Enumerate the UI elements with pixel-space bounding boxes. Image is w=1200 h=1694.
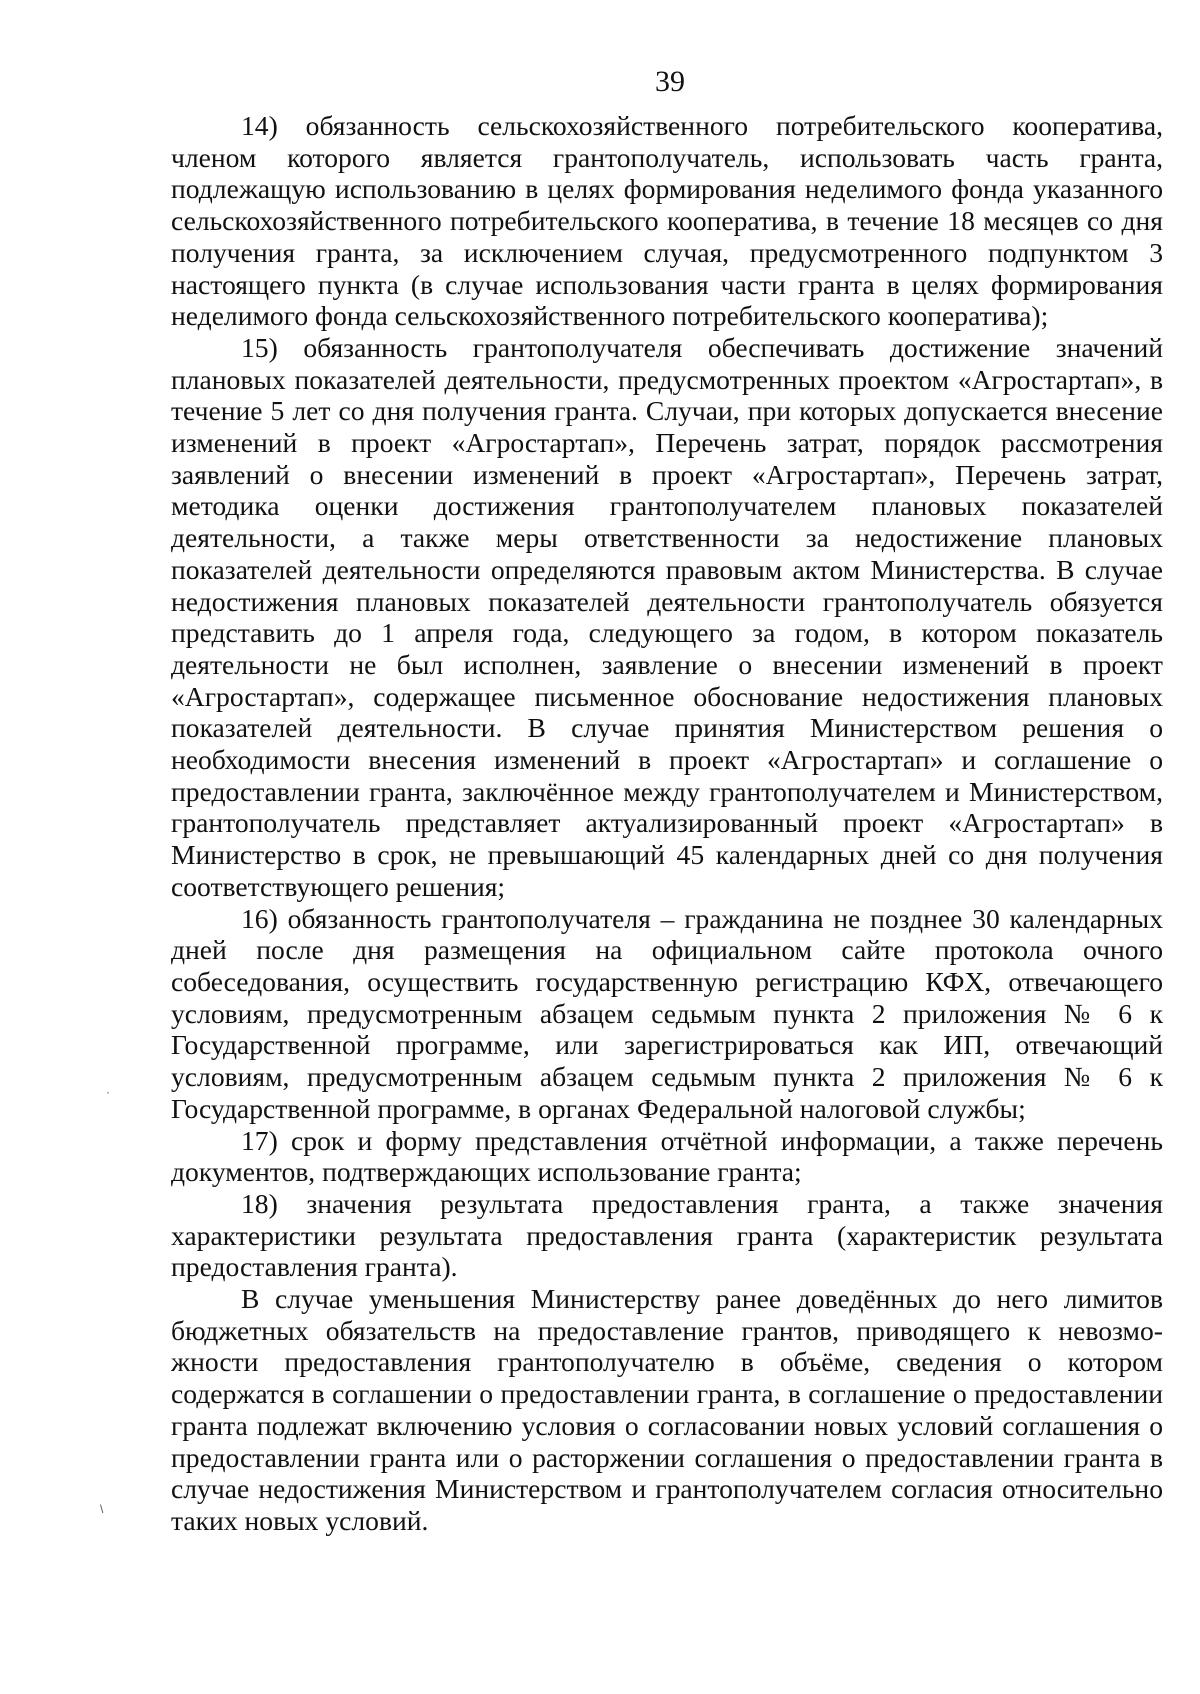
- paragraph-item-16: 16) обязанность грантополучателя – гражданина не позднее 30 календарных дней после дня размещения на официальном сайте протокола очного собеседования, осуществить государственную регистрацию КФХ, отвечающего условиям, предусмотренным абзацем седьмым пункта 2 приложения № 6 к Государственной программе, или зарегистрироваться как ИП, отвечающий условиям, предусмотренным абзацем седьмым пункта 2 приложения № 6 к Государственной программе, в органах Федеральной налоговой службы;: [171, 902, 1163, 1124]
- paragraph-item-17: 17) срок и форму представления отчётной информации, а также перечень документов, подтверждающих использование гранта;: [171, 1124, 1163, 1188]
- page-number: 39: [655, 65, 685, 98]
- paragraph-budget-limits: В случае уменьшения Министерству ранее доведённых до него лимитов бюджетных обязательств на предоставление грантов, приводящего к невозможности предоставления грантополучателю в объёме, сведения о котором содержатся в соглашении о предоставлении гранта, в соглашение о предоставлении гранта подлежат включению условия о согласовании новых условий соглашения о предоставлении гранта или о расторжении соглашения о предоставлении гранта в случае недостижения Министерством и грантополучателем согласия относительно таких новых условий.: [171, 1283, 1163, 1536]
- paragraph-item-15: 15) обязанность грантополучателя обеспечивать достижение значений плановых показателей деятельности, предусмотренных проектом «Агростартап», в течение 5 лет со дня получения гранта. Случаи, при которых допускается внесение изменений в проект «Агростартап», Перечень затрат, порядок рассмотрения заявлений о внесении изменений в проект «Агростартап», Перечень затрат, методика оценки достижения грантополучателем плановых показателей деятельности, а также меры ответственности за недостижение плановых показателей деятельности определяются правовым актом Министерства. В случае недостижения плановых показателей деятельности грантополучатель обязуется представить до 1 апреля года, следующего за годом, в котором показатель деятельности не был исполнен, заявление о внесении изменений в проект «Агростартап», содержащее письменное обоснование недостижения плановых показателей деятельности. В случае принятия Министерством решения о необходимости внесения изменений в проект «Агростартап» и соглашение о предоставлении гранта, заключённое между грантополучателем и Министерством, грантополучатель представляет актуализированный проект «Агростартап» в Министерство в срок, не превышающий 45 календарных дней со дня получения соответствующего решения;: [171, 331, 1163, 902]
- paragraph-item-14: 14) обязанность сельскохозяйственного потребительского кооператива, членом которого является грантополучатель, использовать часть гранта, подлежащую использованию в целях формирования неделимого фонда указанного сельскохозяйственного потребительского кооператива, в течение 18 месяцев со дня получения гранта, за исключением случая, предусмотренного подпунктом 3 настоящего пункта (в случае использования части гранта в целях формирования неделимого фонда сельскохозяйственного потребительского кооператива);: [171, 110, 1163, 332]
- paragraph-item-18: 18) значения результата предоставления гранта, а также значения характеристики результата предоставления гранта (характеристик результата предоставления гранта).: [171, 1187, 1163, 1283]
- scan-artifact-mark: \: [100, 1502, 104, 1516]
- document-body: [171, 110, 1163, 1537]
- scan-artifact-dot: ·: [106, 1085, 110, 1099]
